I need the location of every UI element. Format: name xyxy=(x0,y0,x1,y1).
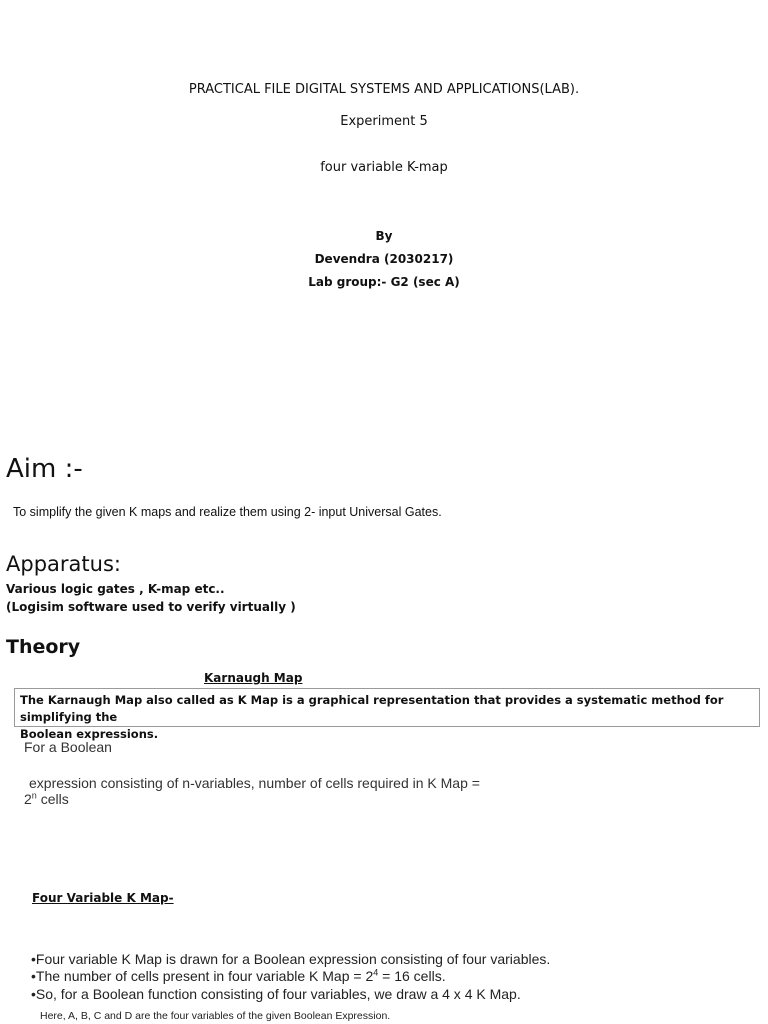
bullet-item xyxy=(31,968,446,984)
cells-suffix: cells xyxy=(36,791,69,807)
definition-line: Boolean expressions. xyxy=(20,727,159,741)
bullet-item: •So, for a Boolean function consisting of four variables, we draw a 4 x 4 K Map. xyxy=(31,986,521,1002)
aim-heading: Aim :- xyxy=(6,454,83,484)
definition-line: The Karnaugh Map also called as K Map is a graphical representation that provides a systematic method for simplifying the xyxy=(20,693,724,724)
experiment-number: Experiment 5 xyxy=(340,114,428,129)
bullet-item: •Four variable K Map is drawn for a Boolean expression consisting of four variables. xyxy=(31,951,551,967)
variables-note: Here, A, B, C and D are the four variables of the given Boolean Expression. xyxy=(40,1010,391,1022)
cells-formula xyxy=(24,791,69,807)
by-label: By xyxy=(375,229,393,243)
document-title: PRACTICAL FILE DIGITAL SYSTEMS AND APPLICATIONS(LAB). xyxy=(188,82,580,97)
karnaugh-map-subheading: Karnaugh Map xyxy=(204,671,303,685)
definition-box xyxy=(14,688,760,741)
experiment-topic: four variable K-map xyxy=(320,160,448,175)
lab-group: Lab group:- G2 (sec A) xyxy=(308,275,460,289)
apparatus-line: Various logic gates , K-map etc.. xyxy=(6,582,225,596)
cells-exponent: n xyxy=(31,790,37,801)
apparatus-line: (Logisim software used to verify virtually ) xyxy=(6,600,296,614)
theory-heading: Theory xyxy=(6,636,81,658)
bullet-exponent: 4 xyxy=(373,967,379,978)
apparatus-heading: Apparatus: xyxy=(6,552,121,576)
four-variable-heading: Four Variable K Map- xyxy=(32,891,174,905)
aim-text: To simplify the given K maps and realize them using 2- input Universal Gates. xyxy=(13,505,442,519)
bullet-text: = 16 cells. xyxy=(378,968,446,984)
cells-base: 2 xyxy=(24,791,32,807)
boolean-text: expression consisting of n-variables, number of cells required in K Map = xyxy=(29,775,480,791)
author-name: Devendra (2030217) xyxy=(314,252,454,266)
bullet-text: •The number of cells present in four variable K Map = 2 xyxy=(31,968,374,984)
boolean-text: For a Boolean xyxy=(24,739,112,755)
